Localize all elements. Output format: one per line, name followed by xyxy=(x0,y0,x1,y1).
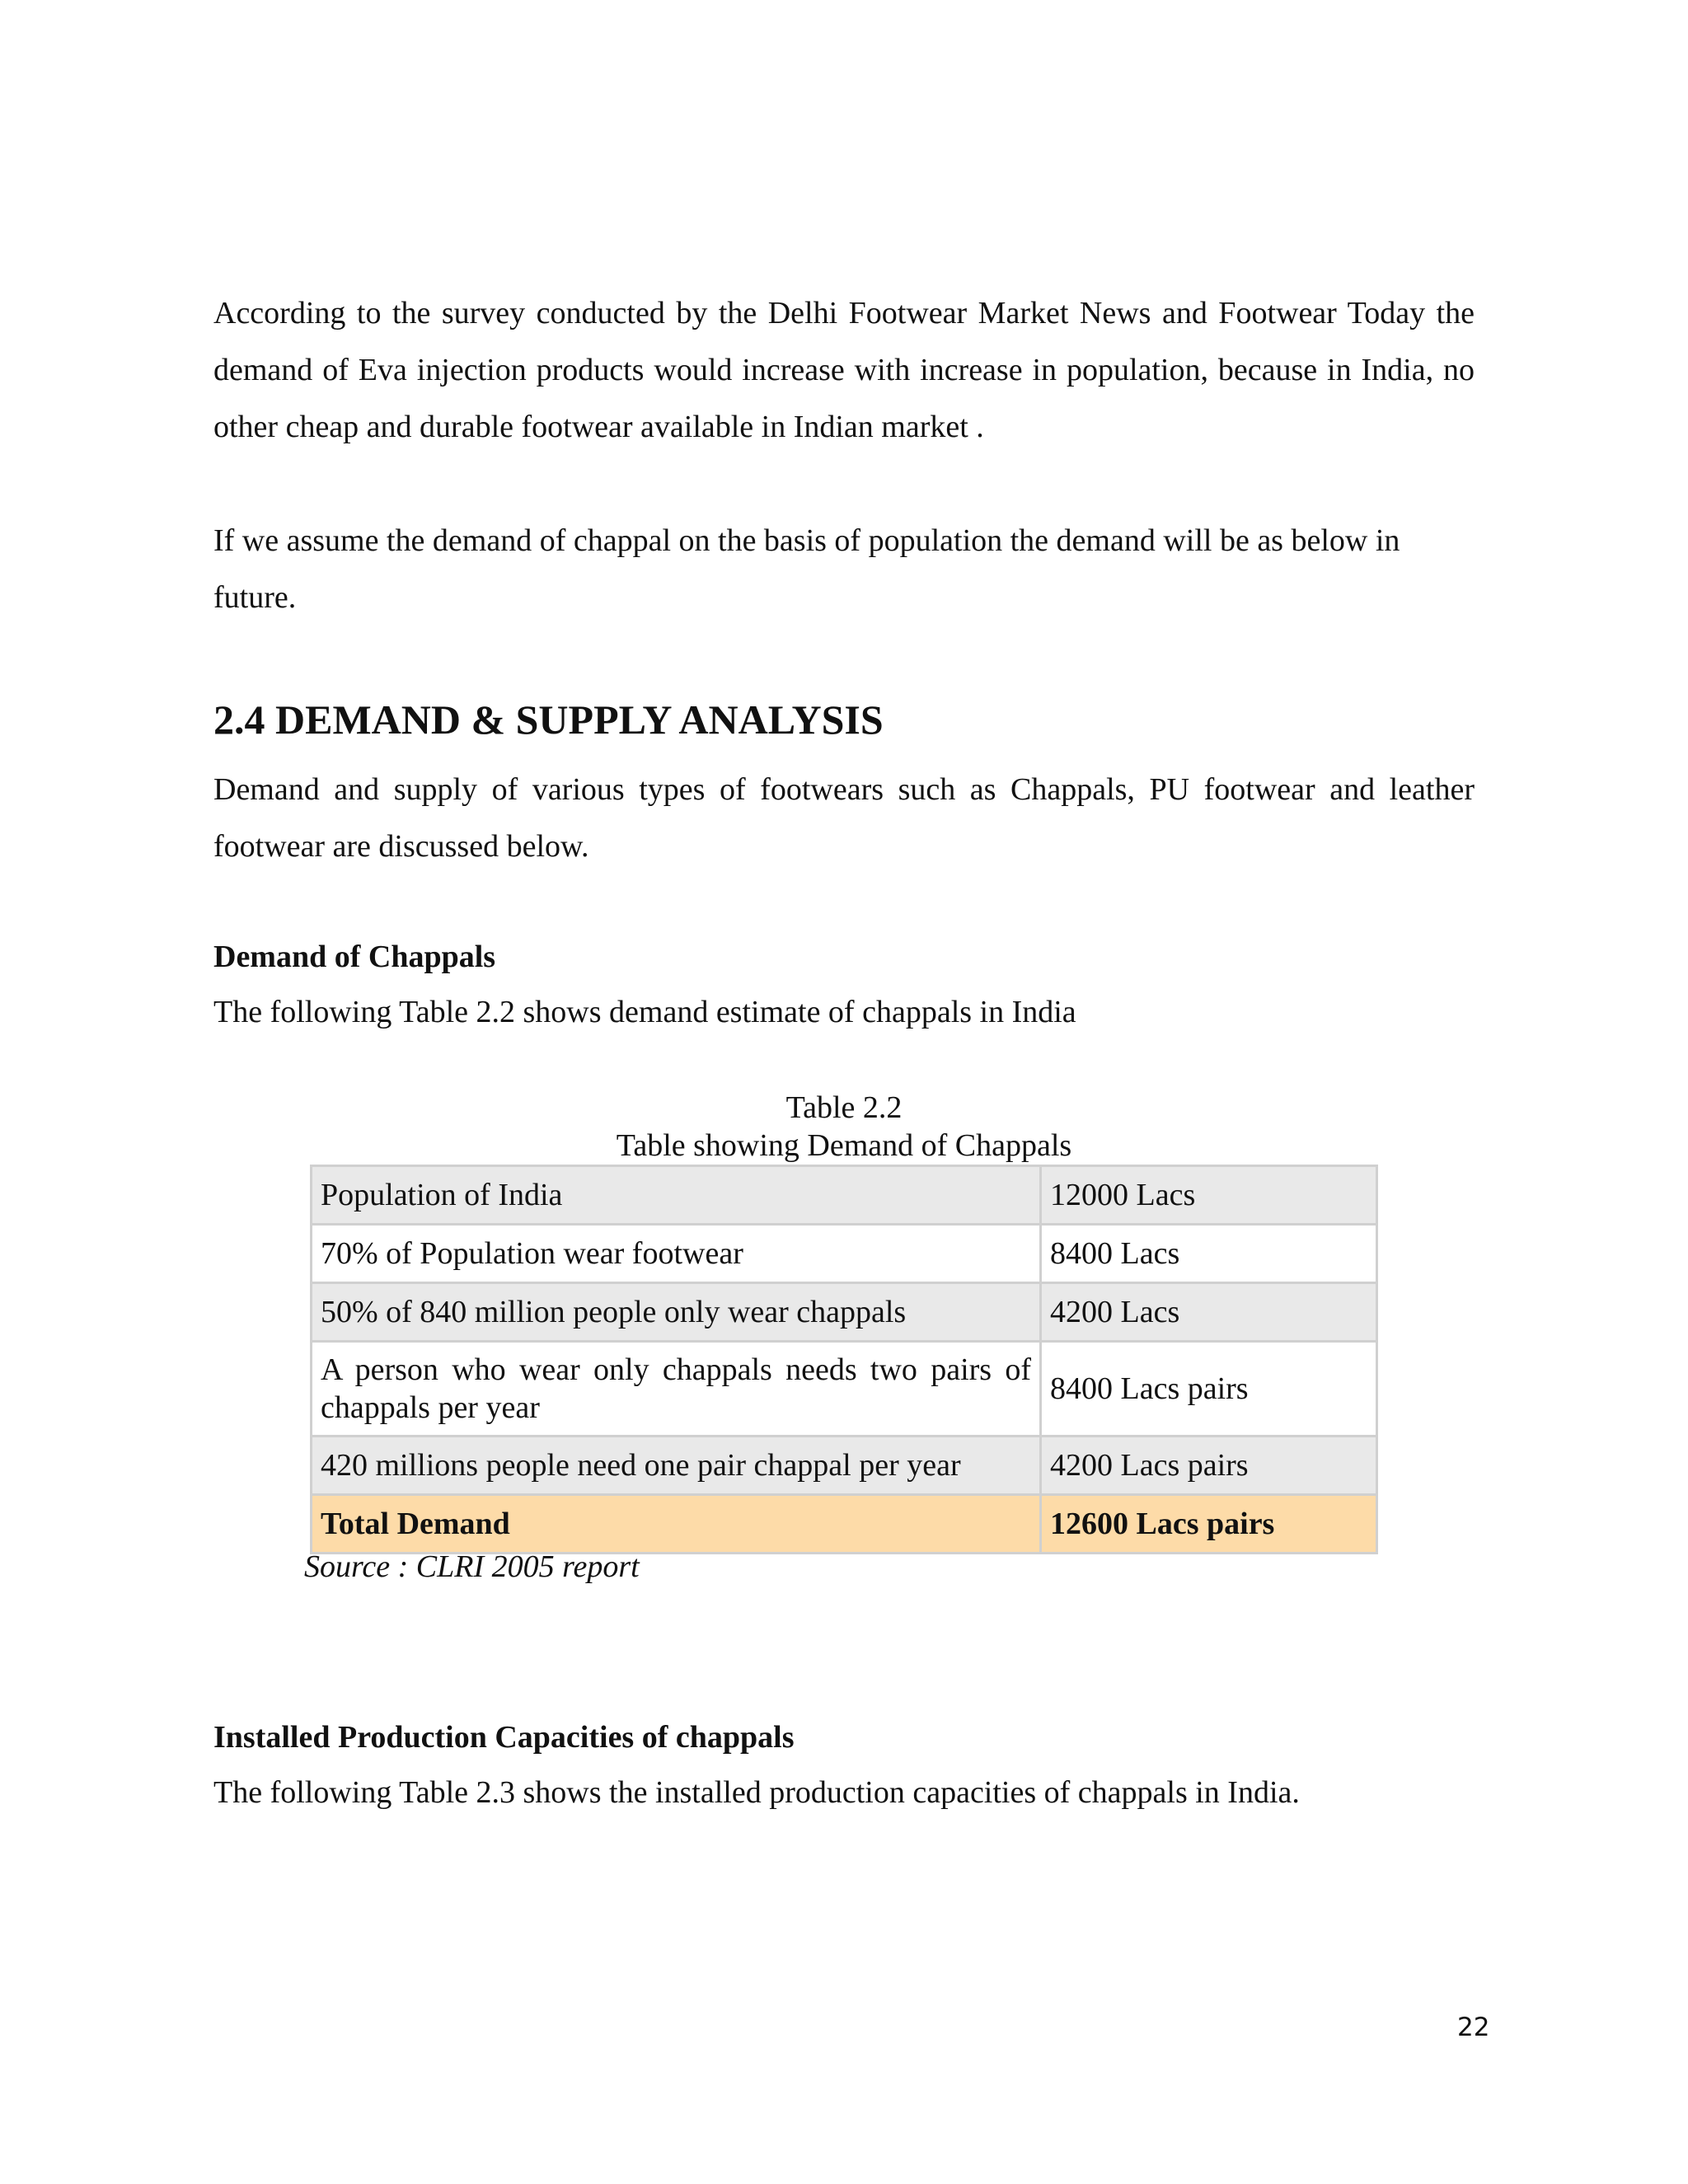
table-title: Table showing Demand of Chappals xyxy=(616,1128,1072,1163)
table-number: Table 2.2 xyxy=(785,1090,903,1125)
row-label: Population of India xyxy=(312,1166,1041,1225)
total-value: 12600 Lacs pairs xyxy=(1041,1495,1377,1554)
demand-subheading: Demand of Chappals xyxy=(213,940,496,974)
row-value: 4200 Lacs xyxy=(1041,1283,1377,1342)
table-row xyxy=(312,1166,1377,1225)
table-row xyxy=(312,1436,1377,1495)
demand-intro: The following Table 2.2 shows demand estimate of chappals in India xyxy=(213,995,1076,1029)
capacity-subheading: Installed Production Capacities of chappals xyxy=(213,1720,795,1755)
row-value: 12000 Lacs xyxy=(1041,1166,1377,1225)
row-label: 420 millions people need one pair chappal per year xyxy=(312,1436,1041,1495)
demand-table xyxy=(310,1165,1378,1554)
row-label: 50% of 840 million people only wear chappals xyxy=(312,1283,1041,1342)
total-row xyxy=(312,1495,1377,1554)
row-value: 4200 Lacs pairs xyxy=(1041,1436,1377,1495)
row-label: 70% of Population wear footwear xyxy=(312,1225,1041,1283)
table-row xyxy=(312,1225,1377,1283)
section-heading: 2.4 DEMAND & SUPPLY ANALYSIS xyxy=(213,696,884,743)
row-value: 8400 Lacs xyxy=(1041,1225,1377,1283)
intro-paragraph-1: According to the survey conducted by the Delhi Footwear Market News and Footwear Today the demand of Eva injection products would increase with increase in population, because in India, no other cheap and durable footwear available in Indian market . xyxy=(213,296,1475,444)
intro-paragraph-2: If we assume the demand of chappal on the basis of population the demand will be as below in future. xyxy=(213,523,1400,615)
row-label: A person who wear only chappals needs two pairs of chappals per year xyxy=(312,1342,1041,1436)
table-row xyxy=(312,1342,1377,1436)
section-paragraph: Demand and supply of various types of footwears such as Chappals, PU footwear and leather footwear are discussed below. xyxy=(213,772,1475,864)
table-row xyxy=(312,1283,1377,1342)
page-number: 22 xyxy=(1457,2013,1490,2042)
row-value: 8400 Lacs pairs xyxy=(1041,1342,1377,1436)
table-source: Source : CLRI 2005 report xyxy=(304,1549,640,1584)
total-label: Total Demand xyxy=(312,1495,1041,1554)
capacity-intro: The following Table 2.3 shows the installed production capacities of chappals in India. xyxy=(213,1775,1300,1810)
